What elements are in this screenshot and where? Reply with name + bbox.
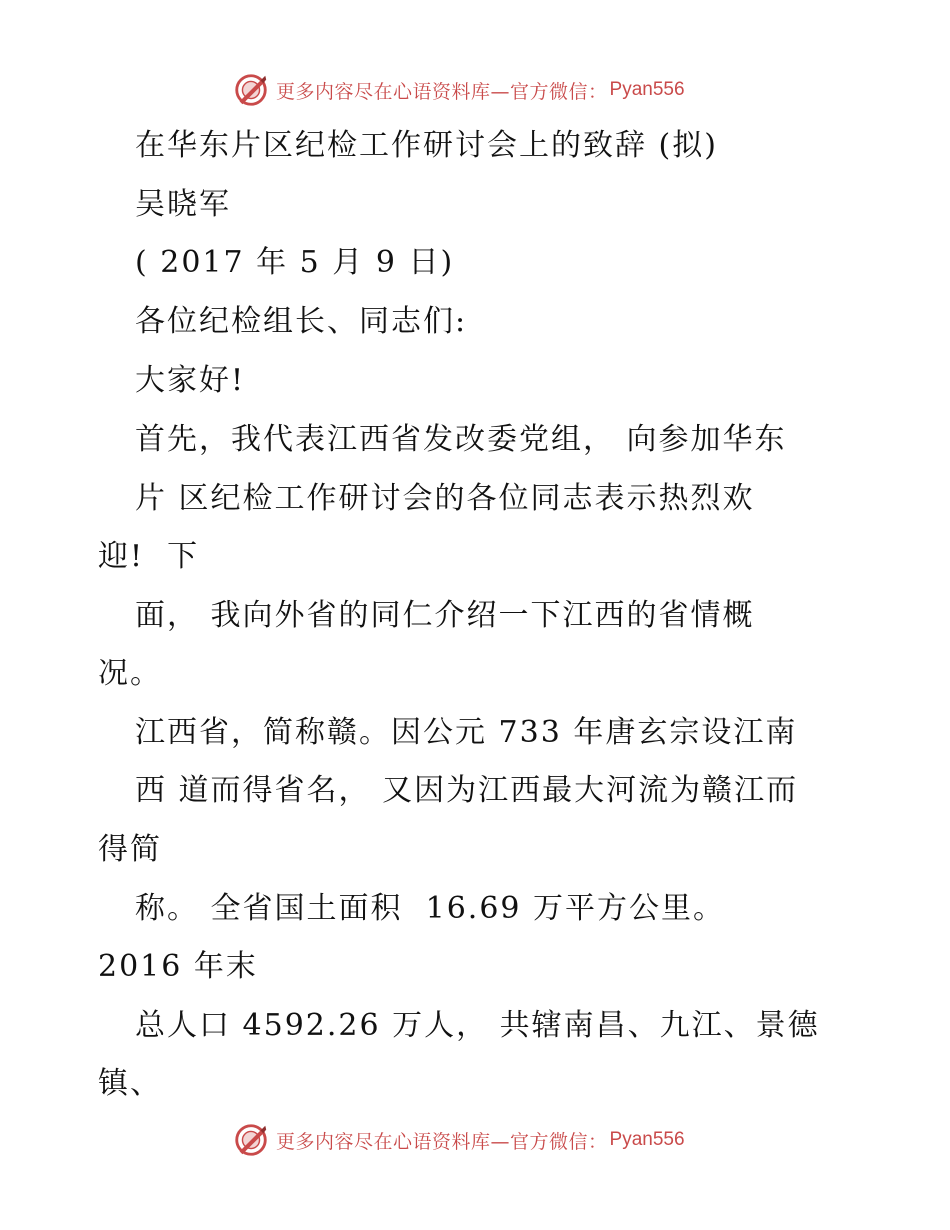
body-line: 总人口 4592.26 万人， 共辖南昌、九江、景德 <box>135 1008 820 1043</box>
watermark-footer <box>232 1120 685 1160</box>
body-line: 西 道而得省名， 又因为江西最大河流为赣江而 <box>135 773 799 808</box>
body-line: 面， 我向外省的同仁介绍一下江西的省情概 <box>135 598 755 633</box>
body-line: 况。 <box>98 656 162 691</box>
document-author: 吴晓军 <box>135 187 231 222</box>
watermark-handle: Pyan556 <box>609 79 685 100</box>
pen-logo-icon <box>232 1121 270 1159</box>
body-line: 江西省，简称赣。因公元 733 年唐玄宗设江南 <box>135 715 798 750</box>
body-line: 首先，我代表江西省发改委党组， 向参加华东 <box>135 422 787 457</box>
watermark-text: 更多内容尽在心语资料库—官方微信： <box>276 80 608 103</box>
pen-logo-icon <box>232 71 270 109</box>
watermark-handle: Pyan556 <box>609 1129 685 1150</box>
greeting: 大家好! <box>135 363 246 398</box>
document-date: ( 2017 年 5 月 9 日) <box>135 245 455 280</box>
body-line: 片 区纪检工作研讨会的各位同志表示热烈欢 <box>135 481 755 516</box>
body-line: 得简 <box>98 832 162 867</box>
watermark-text: 更多内容尽在心语资料库—官方微信： <box>276 1130 608 1153</box>
body-line: 迎! 下 <box>98 539 200 574</box>
document-title: 在华东片区纪检工作研讨会上的致辞 (拟) <box>135 128 718 163</box>
watermark-header <box>232 70 685 110</box>
body-line: 称。 全省国土面积 16.69 万平方公里。 <box>135 891 726 926</box>
body-line: 镇、 <box>98 1066 162 1101</box>
body-line: 2016 年末 <box>98 949 258 984</box>
salutation: 各位纪检组长、同志们: <box>135 304 468 339</box>
